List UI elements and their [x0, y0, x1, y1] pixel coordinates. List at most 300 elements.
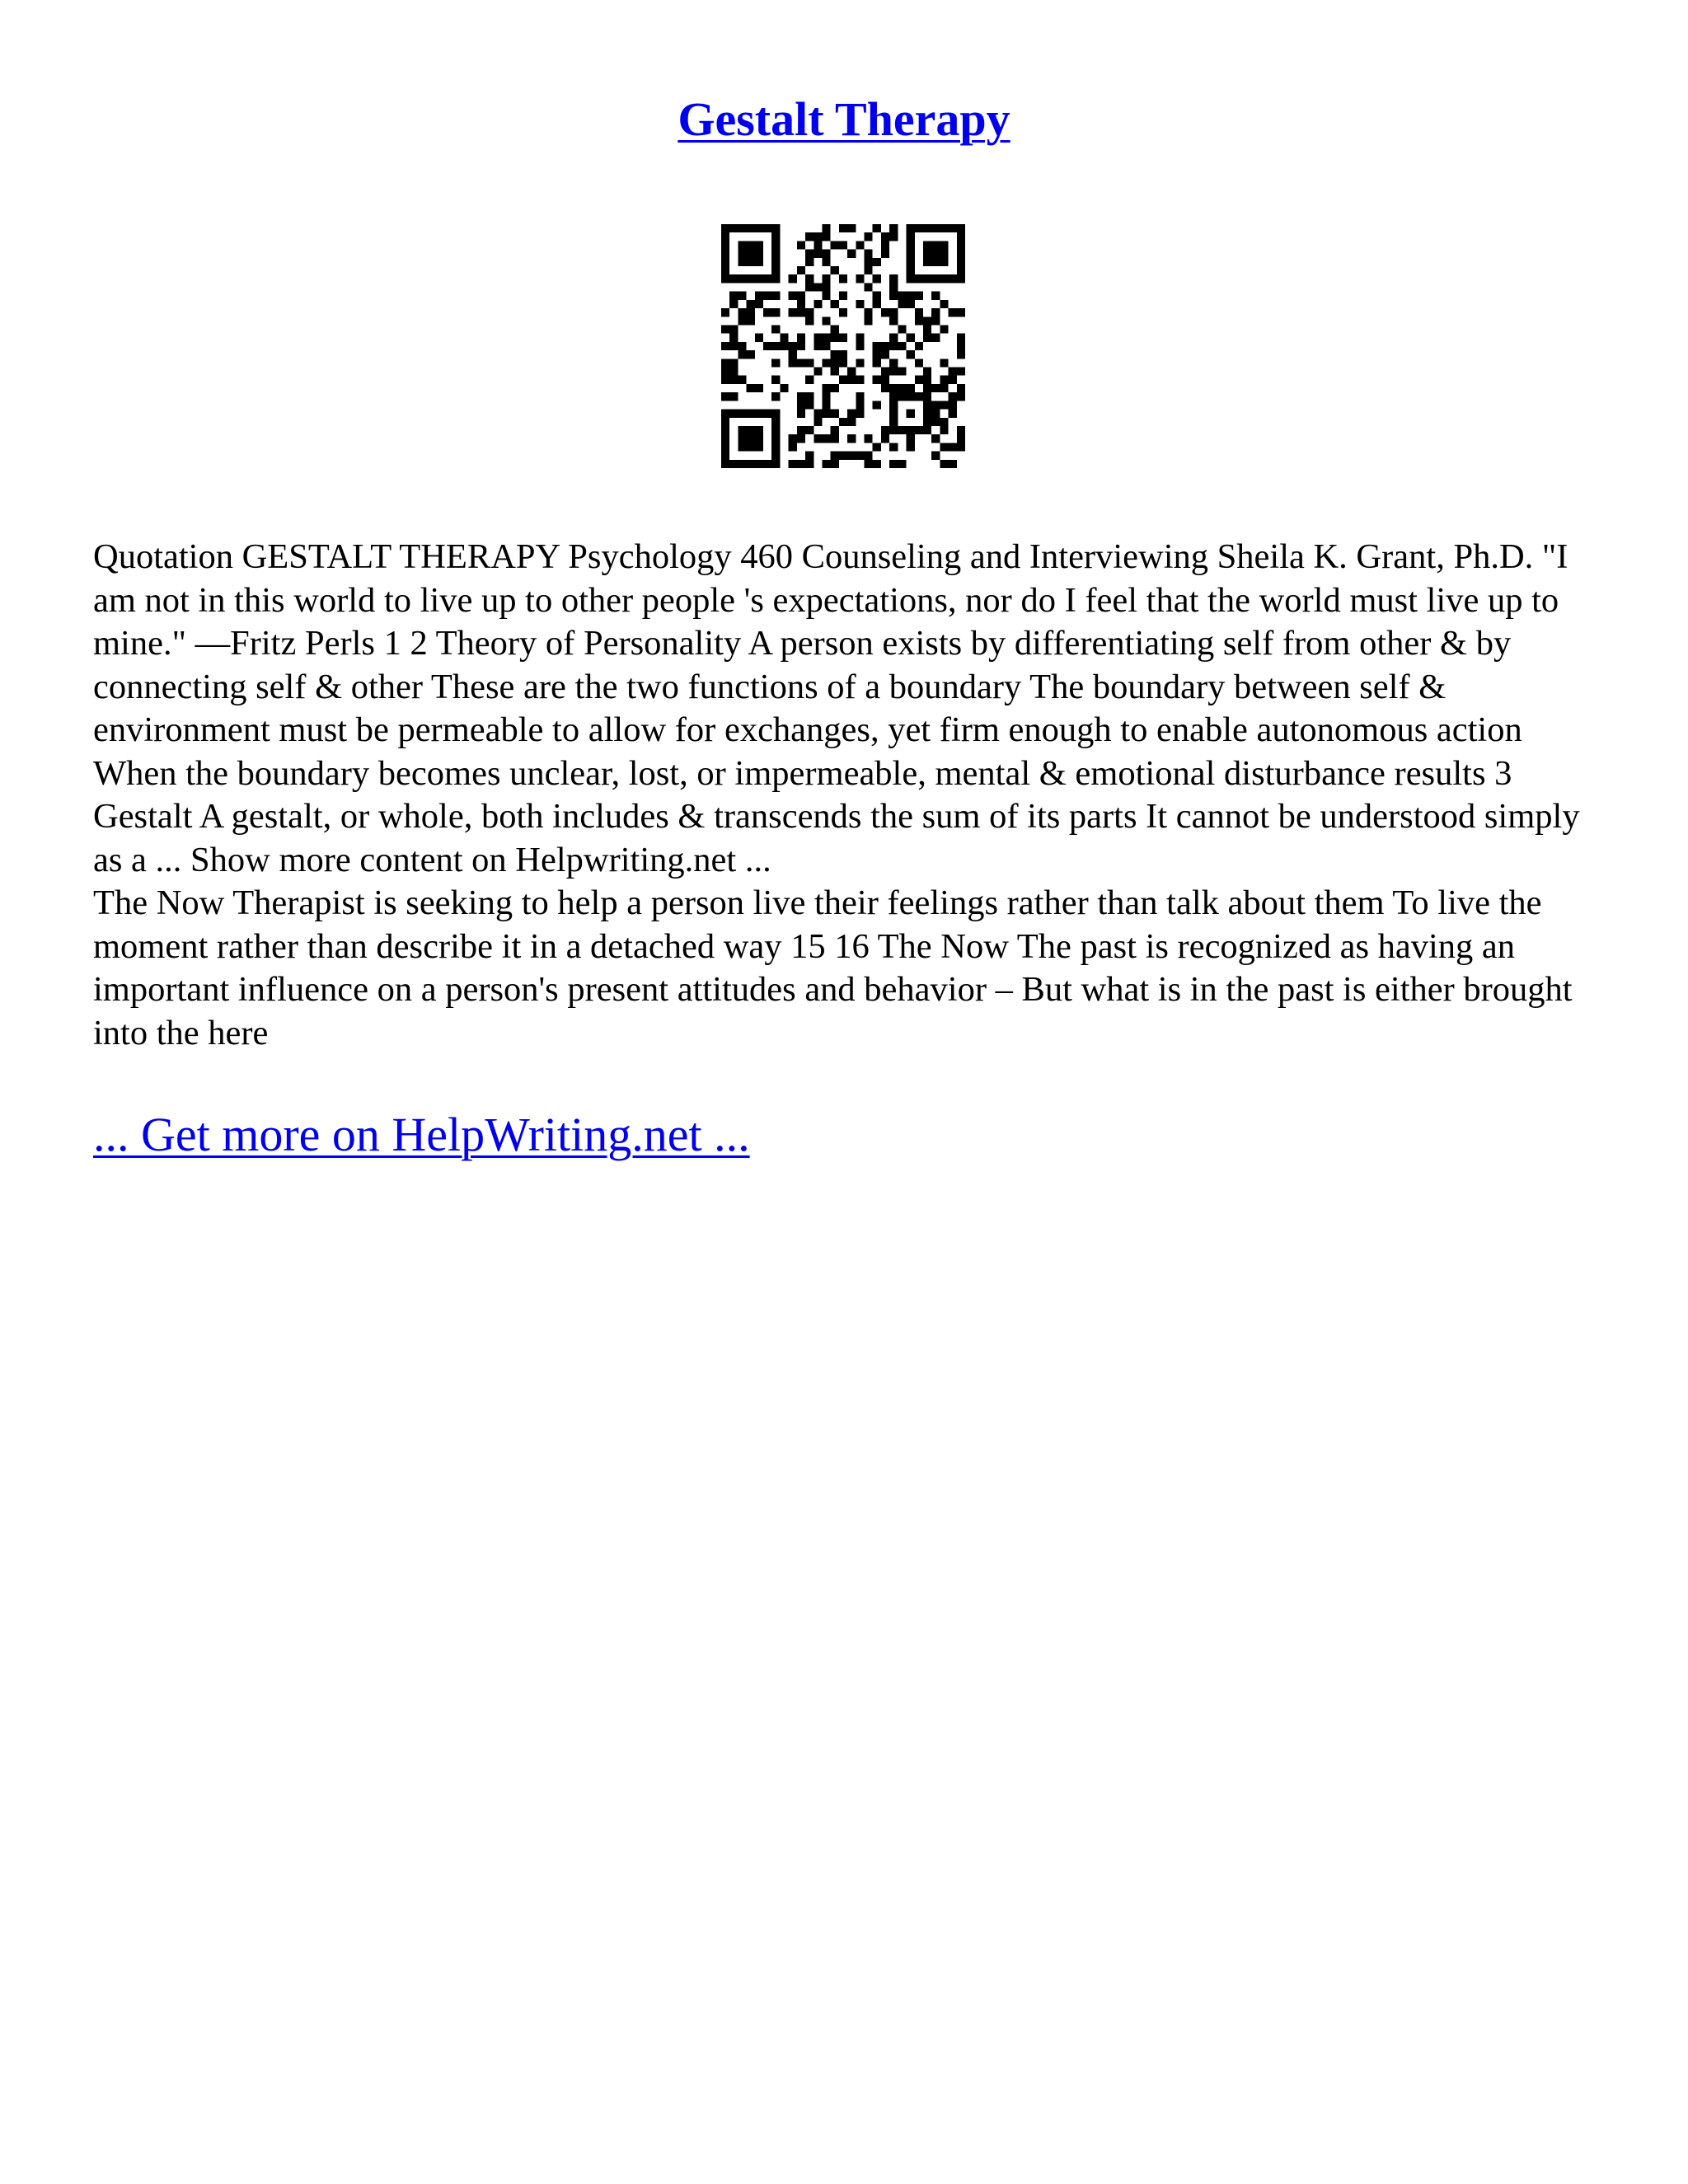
qr-module: [771, 452, 780, 460]
qr-module: [873, 342, 881, 350]
qr-module: [822, 224, 830, 232]
qr-module: [915, 316, 923, 325]
qr-module: [940, 426, 948, 434]
qr-module: [923, 316, 931, 325]
qr-module: [721, 418, 729, 426]
qr-module: [907, 300, 915, 308]
qr-module: [907, 266, 915, 274]
qr-module: [839, 241, 847, 249]
qr-module: [931, 452, 940, 460]
qr-module: [856, 410, 864, 418]
qr-module: [771, 241, 780, 249]
qr-module: [747, 460, 755, 468]
qr-module: [831, 325, 839, 333]
qr-module: [915, 426, 923, 434]
qr-module: [889, 410, 898, 418]
qr-module: [805, 232, 814, 241]
qr-module: [949, 460, 957, 468]
qr-module: [747, 426, 755, 434]
qr-module: [763, 292, 771, 300]
qr-module: [814, 418, 822, 426]
qr-module: [721, 452, 729, 460]
qr-module: [907, 258, 915, 266]
qr-module: [907, 392, 915, 401]
qr-module: [898, 392, 906, 401]
qr-module: [889, 316, 898, 325]
qr-module: [907, 250, 915, 258]
qr-module: [889, 283, 898, 291]
qr-module: [889, 426, 898, 434]
qr-module: [721, 232, 729, 241]
qr-module: [957, 392, 965, 401]
qr-module: [805, 460, 814, 468]
qr-module: [805, 376, 814, 384]
qr-module: [940, 443, 948, 451]
qr-module: [763, 308, 771, 316]
qr-module: [771, 274, 780, 283]
qr-module: [881, 250, 889, 258]
qr-module: [814, 232, 822, 241]
qr-module: [881, 308, 889, 316]
qr-module: [889, 443, 898, 451]
qr-module: [847, 452, 856, 460]
qr-module: [931, 418, 940, 426]
qr-module: [865, 460, 873, 468]
qr-module: [805, 359, 814, 367]
qr-module: [865, 258, 873, 266]
qr-module: [889, 308, 898, 316]
qr-module: [789, 434, 797, 443]
qr-module: [814, 283, 822, 291]
qr-module: [889, 359, 898, 367]
qr-module: [729, 392, 738, 401]
qr-module: [957, 308, 965, 316]
qr-module: [831, 434, 839, 443]
qr-module: [738, 460, 746, 468]
qr-module: [822, 316, 830, 325]
qr-module: [805, 452, 814, 460]
qr-module: [856, 392, 864, 401]
qr-module: [865, 308, 873, 316]
qr-module: [831, 460, 839, 468]
qr-module: [957, 384, 965, 392]
qr-module: [915, 224, 923, 232]
qr-module: [771, 426, 780, 434]
qr-module: [881, 350, 889, 359]
qr-module: [738, 316, 746, 325]
qr-module: [915, 359, 923, 367]
qr-module: [729, 334, 738, 342]
qr-module: [931, 334, 940, 342]
qr-module: [907, 426, 915, 434]
qr-module: [738, 274, 746, 283]
qr-module: [822, 292, 830, 300]
qr-module: [747, 258, 755, 266]
qr-module: [940, 384, 948, 392]
qr-module: [839, 274, 847, 283]
qr-module: [729, 300, 738, 308]
qr-module: [847, 434, 856, 443]
qr-module: [729, 368, 738, 376]
qr-module: [729, 359, 738, 367]
qr-module: [856, 334, 864, 342]
qr-module: [839, 334, 847, 342]
qr-module: [898, 368, 906, 376]
qr-module: [738, 258, 746, 266]
qr-module: [839, 224, 847, 232]
qr-module: [957, 434, 965, 443]
qr-module: [771, 376, 780, 384]
qr-module: [822, 258, 830, 266]
qr-module: [847, 250, 856, 258]
qr-module: [915, 342, 923, 350]
qr-module: [865, 434, 873, 443]
qr-module: [923, 384, 931, 392]
qr-module: [881, 241, 889, 249]
qr-module: [755, 241, 763, 249]
qr-module: [738, 250, 746, 258]
qr-module: [822, 410, 830, 418]
qr-module: [915, 308, 923, 316]
qr-module: [755, 334, 763, 342]
qr-module: [847, 376, 856, 384]
qr-module: [738, 308, 746, 316]
qr-module: [923, 224, 931, 232]
qr-module: [814, 334, 822, 342]
qr-module: [814, 368, 822, 376]
qr-module: [747, 410, 755, 418]
qr-module: [822, 342, 830, 350]
qr-module: [771, 224, 780, 232]
qr-module: [923, 274, 931, 283]
qr-module: [797, 392, 805, 401]
qr-module: [721, 241, 729, 249]
qr-module: [721, 426, 729, 434]
qr-module: [805, 283, 814, 291]
qr-module: [839, 292, 847, 300]
qr-module: [923, 368, 931, 376]
qr-module: [771, 266, 780, 274]
qr-module: [839, 376, 847, 384]
qr-module: [865, 266, 873, 274]
qr-module: [923, 241, 931, 249]
qr-module: [923, 325, 931, 333]
qr-module: [856, 300, 864, 308]
qr-module: [839, 418, 847, 426]
qr-module: [865, 283, 873, 291]
qr-module: [856, 452, 864, 460]
qr-module: [949, 392, 957, 401]
qr-module: [771, 232, 780, 241]
qr-module: [839, 308, 847, 316]
qr-module: [881, 434, 889, 443]
qr-module: [771, 443, 780, 451]
qr-module: [755, 250, 763, 258]
qr-module: [873, 460, 881, 468]
qr-module: [923, 392, 931, 401]
qr-module: [957, 224, 965, 232]
qr-module: [865, 250, 873, 258]
qr-module: [771, 460, 780, 468]
qr-module: [873, 359, 881, 367]
qr-module: [729, 325, 738, 333]
qr-module: [898, 342, 906, 350]
qr-module: [822, 274, 830, 283]
qr-module: [797, 334, 805, 342]
qr-module: [721, 410, 729, 418]
qr-module: [873, 292, 881, 300]
qr-module: [771, 292, 780, 300]
qr-module: [881, 384, 889, 392]
qr-module: [771, 410, 780, 418]
qr-module: [889, 460, 898, 468]
qr-module: [889, 342, 898, 350]
qr-module: [755, 274, 763, 283]
qr-module: [729, 292, 738, 300]
qr-module: [729, 224, 738, 232]
qr-module: [923, 418, 931, 426]
qr-module: [797, 300, 805, 308]
qr-module: [915, 376, 923, 384]
qr-module: [797, 266, 805, 274]
qr-module: [907, 232, 915, 241]
qr-module: [931, 224, 940, 232]
qr-module: [747, 300, 755, 308]
qr-module: [915, 274, 923, 283]
qr-module: [907, 434, 915, 443]
qr-module: [763, 274, 771, 283]
qr-module: [738, 426, 746, 434]
qr-module: [940, 274, 948, 283]
qr-module: [822, 460, 830, 468]
qr-module: [847, 368, 856, 376]
qr-module: [915, 292, 923, 300]
qr-module: [738, 342, 746, 350]
qr-module: [789, 292, 797, 300]
qr-module: [898, 460, 906, 468]
qr-module: [771, 434, 780, 443]
qr-module: [931, 258, 940, 266]
qr-module: [889, 418, 898, 426]
qr-module: [957, 426, 965, 434]
qr-module: [797, 401, 805, 409]
qr-module: [729, 410, 738, 418]
qr-module: [907, 384, 915, 392]
get-more-link-container: [93, 1104, 750, 1165]
qr-module: [940, 460, 948, 468]
qr-module: [889, 232, 898, 241]
qr-module: [931, 292, 940, 300]
qr-module: [889, 384, 898, 392]
qr-module: [747, 443, 755, 451]
qr-module: [814, 250, 822, 258]
qr-module: [789, 460, 797, 468]
qr-module: [789, 443, 797, 451]
qr-module: [957, 274, 965, 283]
qr-module: [797, 410, 805, 418]
qr-module: [831, 410, 839, 418]
qr-module: [755, 258, 763, 266]
qr-module: [805, 401, 814, 409]
qr-module: [957, 250, 965, 258]
qr-module: [755, 443, 763, 451]
title-link[interactable]: Gestalt Therapy: [678, 92, 1010, 146]
qr-module: [881, 368, 889, 376]
qr-module: [957, 368, 965, 376]
qr-module: [889, 224, 898, 232]
qr-module: [907, 292, 915, 300]
qr-module: [940, 418, 948, 426]
qr-module: [755, 292, 763, 300]
qr-module: [931, 308, 940, 316]
page-title: [0, 89, 1688, 150]
qr-module: [873, 443, 881, 451]
qr-module: [721, 274, 729, 283]
qr-module: [923, 250, 931, 258]
qr-module: [721, 258, 729, 266]
qr-module: [805, 274, 814, 283]
qr-module: [738, 350, 746, 359]
qr-module: [907, 334, 915, 342]
qr-module: [898, 426, 906, 434]
qr-module: [755, 426, 763, 434]
qr-module: [907, 350, 915, 359]
qr-module: [847, 224, 856, 232]
qr-module: [822, 232, 830, 241]
qr-module: [898, 300, 906, 308]
qr-module: [814, 300, 822, 308]
qr-module: [940, 250, 948, 258]
qr-module: [805, 258, 814, 266]
qr-module: [814, 434, 822, 443]
qr-module: [814, 241, 822, 249]
qr-module: [738, 443, 746, 451]
qr-module: [721, 308, 729, 316]
qr-module: [940, 224, 948, 232]
qr-module: [771, 258, 780, 266]
qr-module: [789, 274, 797, 283]
qr-code-icon: [721, 224, 965, 468]
qr-module: [747, 274, 755, 283]
qr-module: [755, 384, 763, 392]
qr-module: [771, 418, 780, 426]
qr-module: [721, 359, 729, 367]
qr-module: [957, 342, 965, 350]
qr-module: [747, 308, 755, 316]
qr-module: [931, 401, 940, 409]
qr-module: [771, 392, 780, 401]
qr-module: [721, 266, 729, 274]
qr-module: [822, 434, 830, 443]
qr-module: [873, 401, 881, 409]
qr-module: [889, 401, 898, 409]
qr-module: [931, 241, 940, 249]
qr-module: [789, 308, 797, 316]
qr-module: [931, 274, 940, 283]
qr-module: [940, 300, 948, 308]
qr-module: [789, 342, 797, 350]
qr-module: [738, 410, 746, 418]
qr-module: [763, 410, 771, 418]
qr-module: [797, 434, 805, 443]
qr-module: [747, 434, 755, 443]
qr-module: [856, 401, 864, 409]
qr-module: [923, 401, 931, 409]
qr-module: [755, 224, 763, 232]
qr-module: [822, 250, 830, 258]
qr-module: [771, 359, 780, 367]
qr-module: [755, 434, 763, 443]
qr-module: [771, 325, 780, 333]
qr-module: [931, 250, 940, 258]
qr-module: [797, 426, 805, 434]
qr-module: [949, 443, 957, 451]
qr-module: [805, 308, 814, 316]
qr-module: [873, 274, 881, 283]
qr-module: [738, 224, 746, 232]
qr-module: [729, 376, 738, 384]
qr-module: [949, 224, 957, 232]
qr-module: [780, 384, 788, 392]
qr-module: [755, 410, 763, 418]
qr-module: [822, 401, 830, 409]
qr-module: [856, 359, 864, 367]
qr-module: [907, 410, 915, 418]
qr-module: [847, 410, 856, 418]
qr-module: [949, 376, 957, 384]
qr-module: [771, 250, 780, 258]
qr-module: [949, 368, 957, 376]
qr-module: [729, 342, 738, 350]
qr-module: [889, 334, 898, 342]
qr-module: [957, 241, 965, 249]
qr-module: [755, 300, 763, 308]
qr-module: [831, 359, 839, 367]
qr-module: [907, 443, 915, 451]
qr-module: [873, 376, 881, 384]
qr-module: [822, 359, 830, 367]
qr-module: [797, 308, 805, 316]
qr-module: [940, 401, 948, 409]
document-body: [93, 536, 1595, 1055]
qr-module: [940, 376, 948, 384]
qr-module: [747, 350, 755, 359]
qr-module: [805, 426, 814, 434]
qr-module: [721, 460, 729, 468]
qr-module: [738, 434, 746, 443]
qr-module: [738, 292, 746, 300]
qr-module: [839, 452, 847, 460]
paragraph-1: Quotation GESTALT THERAPY Psychology 460 Counseling and Interviewing Sheila K. Grant, Ph.D. "I am not in this world to live up to other people 's expectations, nor do I feel that the world must live up to mine." —Fritz Perls 1 2 Theory of Personality A person exists by differentiating self from other & by connecting self & other These are the two functions of a boundary The boundary between self & environment must be permeable to allow for exchanges, yet firm enough to enable autonomous action When the boundary becomes unclear, lost, or impermeable, mental & emotional disturbance results 3 Gestalt A gestalt, or whole, both includes & transcends the sum of its parts It cannot be understood simply as a ... Show more content on Helpwriting.net ...: [93, 537, 1580, 879]
qr-module: [721, 434, 729, 443]
qr-module: [797, 342, 805, 350]
qr-module: [856, 241, 864, 249]
qr-module: [738, 241, 746, 249]
qr-module: [957, 443, 965, 451]
qr-module: [923, 410, 931, 418]
qr-module: [721, 376, 729, 384]
qr-module: [873, 350, 881, 359]
qr-module: [831, 266, 839, 274]
qr-module: [831, 426, 839, 434]
qr-module: [721, 250, 729, 258]
qr-module: [839, 350, 847, 359]
qr-module: [797, 359, 805, 367]
qr-module: [747, 384, 755, 392]
qr-module: [923, 334, 931, 342]
qr-module: [771, 308, 780, 316]
get-more-link[interactable]: ... Get more on HelpWriting.net ...: [93, 1108, 750, 1161]
